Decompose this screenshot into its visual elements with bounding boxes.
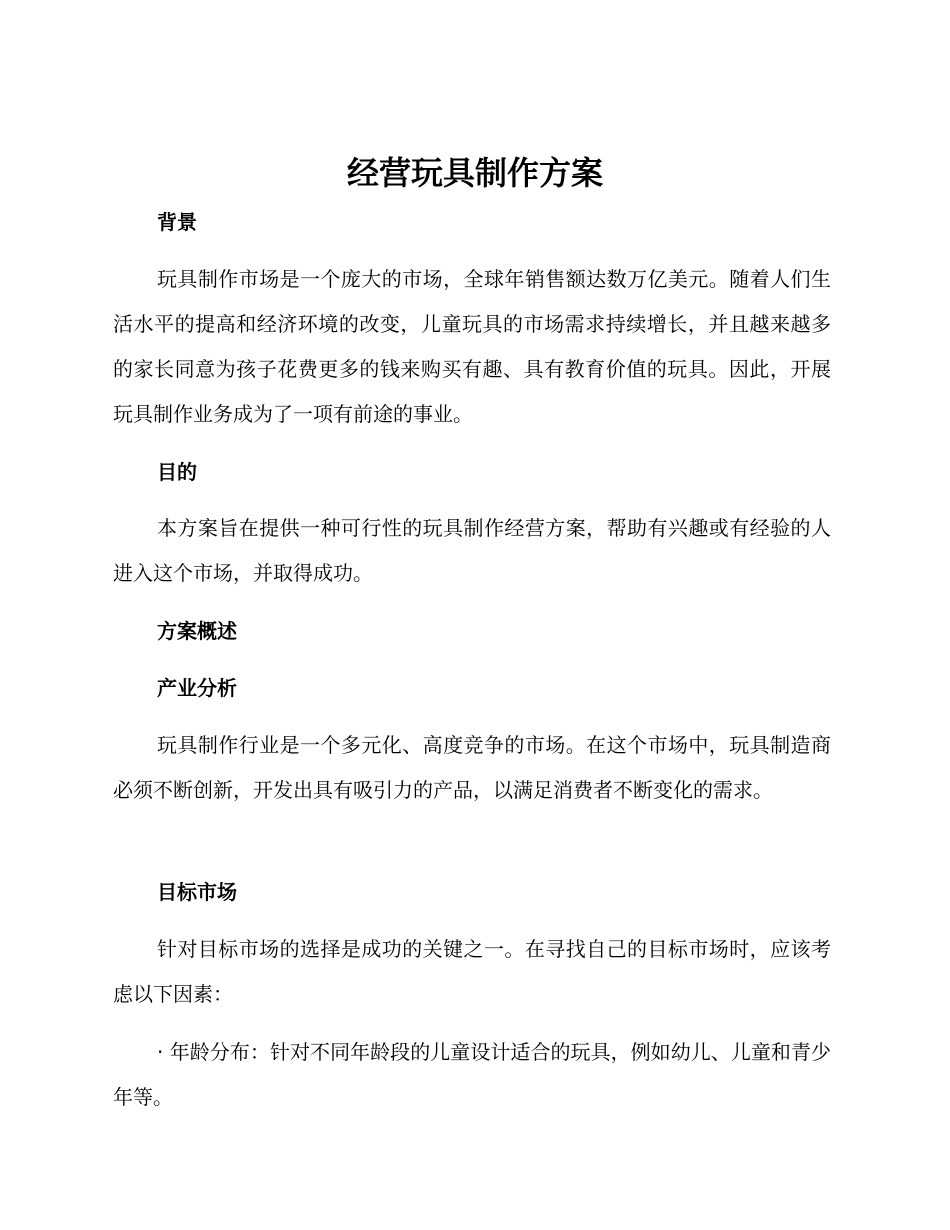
section-heading-purpose: 目的 [157, 460, 197, 484]
section-heading-industry-analysis: 产业分析 [157, 676, 237, 700]
paragraph-purpose: 本方案旨在提供一种可行性的玩具制作经营方案，帮助有兴趣或有经验的人进入这个市场，并取得成功。 [113, 516, 831, 585]
section-heading-background: 背景 [157, 210, 197, 234]
paragraph-target-market: 针对目标市场的选择是成功的关键之一。在寻找自己的目标市场时，应该考虑以下因素： [113, 937, 831, 1006]
document-title: 经营玩具制作方案 [346, 154, 603, 192]
paragraph-industry-analysis: 玩具制作行业是一个多元化、高度竞争的市场。在这个市场中，玩具制造商必须不断创新，开发出具有吸引力的产品，以满足消费者不断变化的需求。 [113, 733, 831, 802]
paragraph-background: 玩具制作市场是一个庞大的市场，全球年销售额达数万亿美元。随着人们生活水平的提高和经济环境的改变，儿童玩具的市场需求持续增长，并且越来越多的家长同意为孩子花费更多的钱来购买有趣、具有教育价值的玩具。因此，开展玩具制作业务成为了一项有前途的事业。 [113, 267, 831, 426]
section-heading-overview: 方案概述 [157, 619, 237, 643]
bullet-age-distribution: · 年龄分布：针对不同年龄段的儿童设计适合的玩具，例如幼儿、儿童和青少年等。 [113, 1040, 831, 1109]
section-heading-target-market: 目标市场 [157, 880, 237, 904]
